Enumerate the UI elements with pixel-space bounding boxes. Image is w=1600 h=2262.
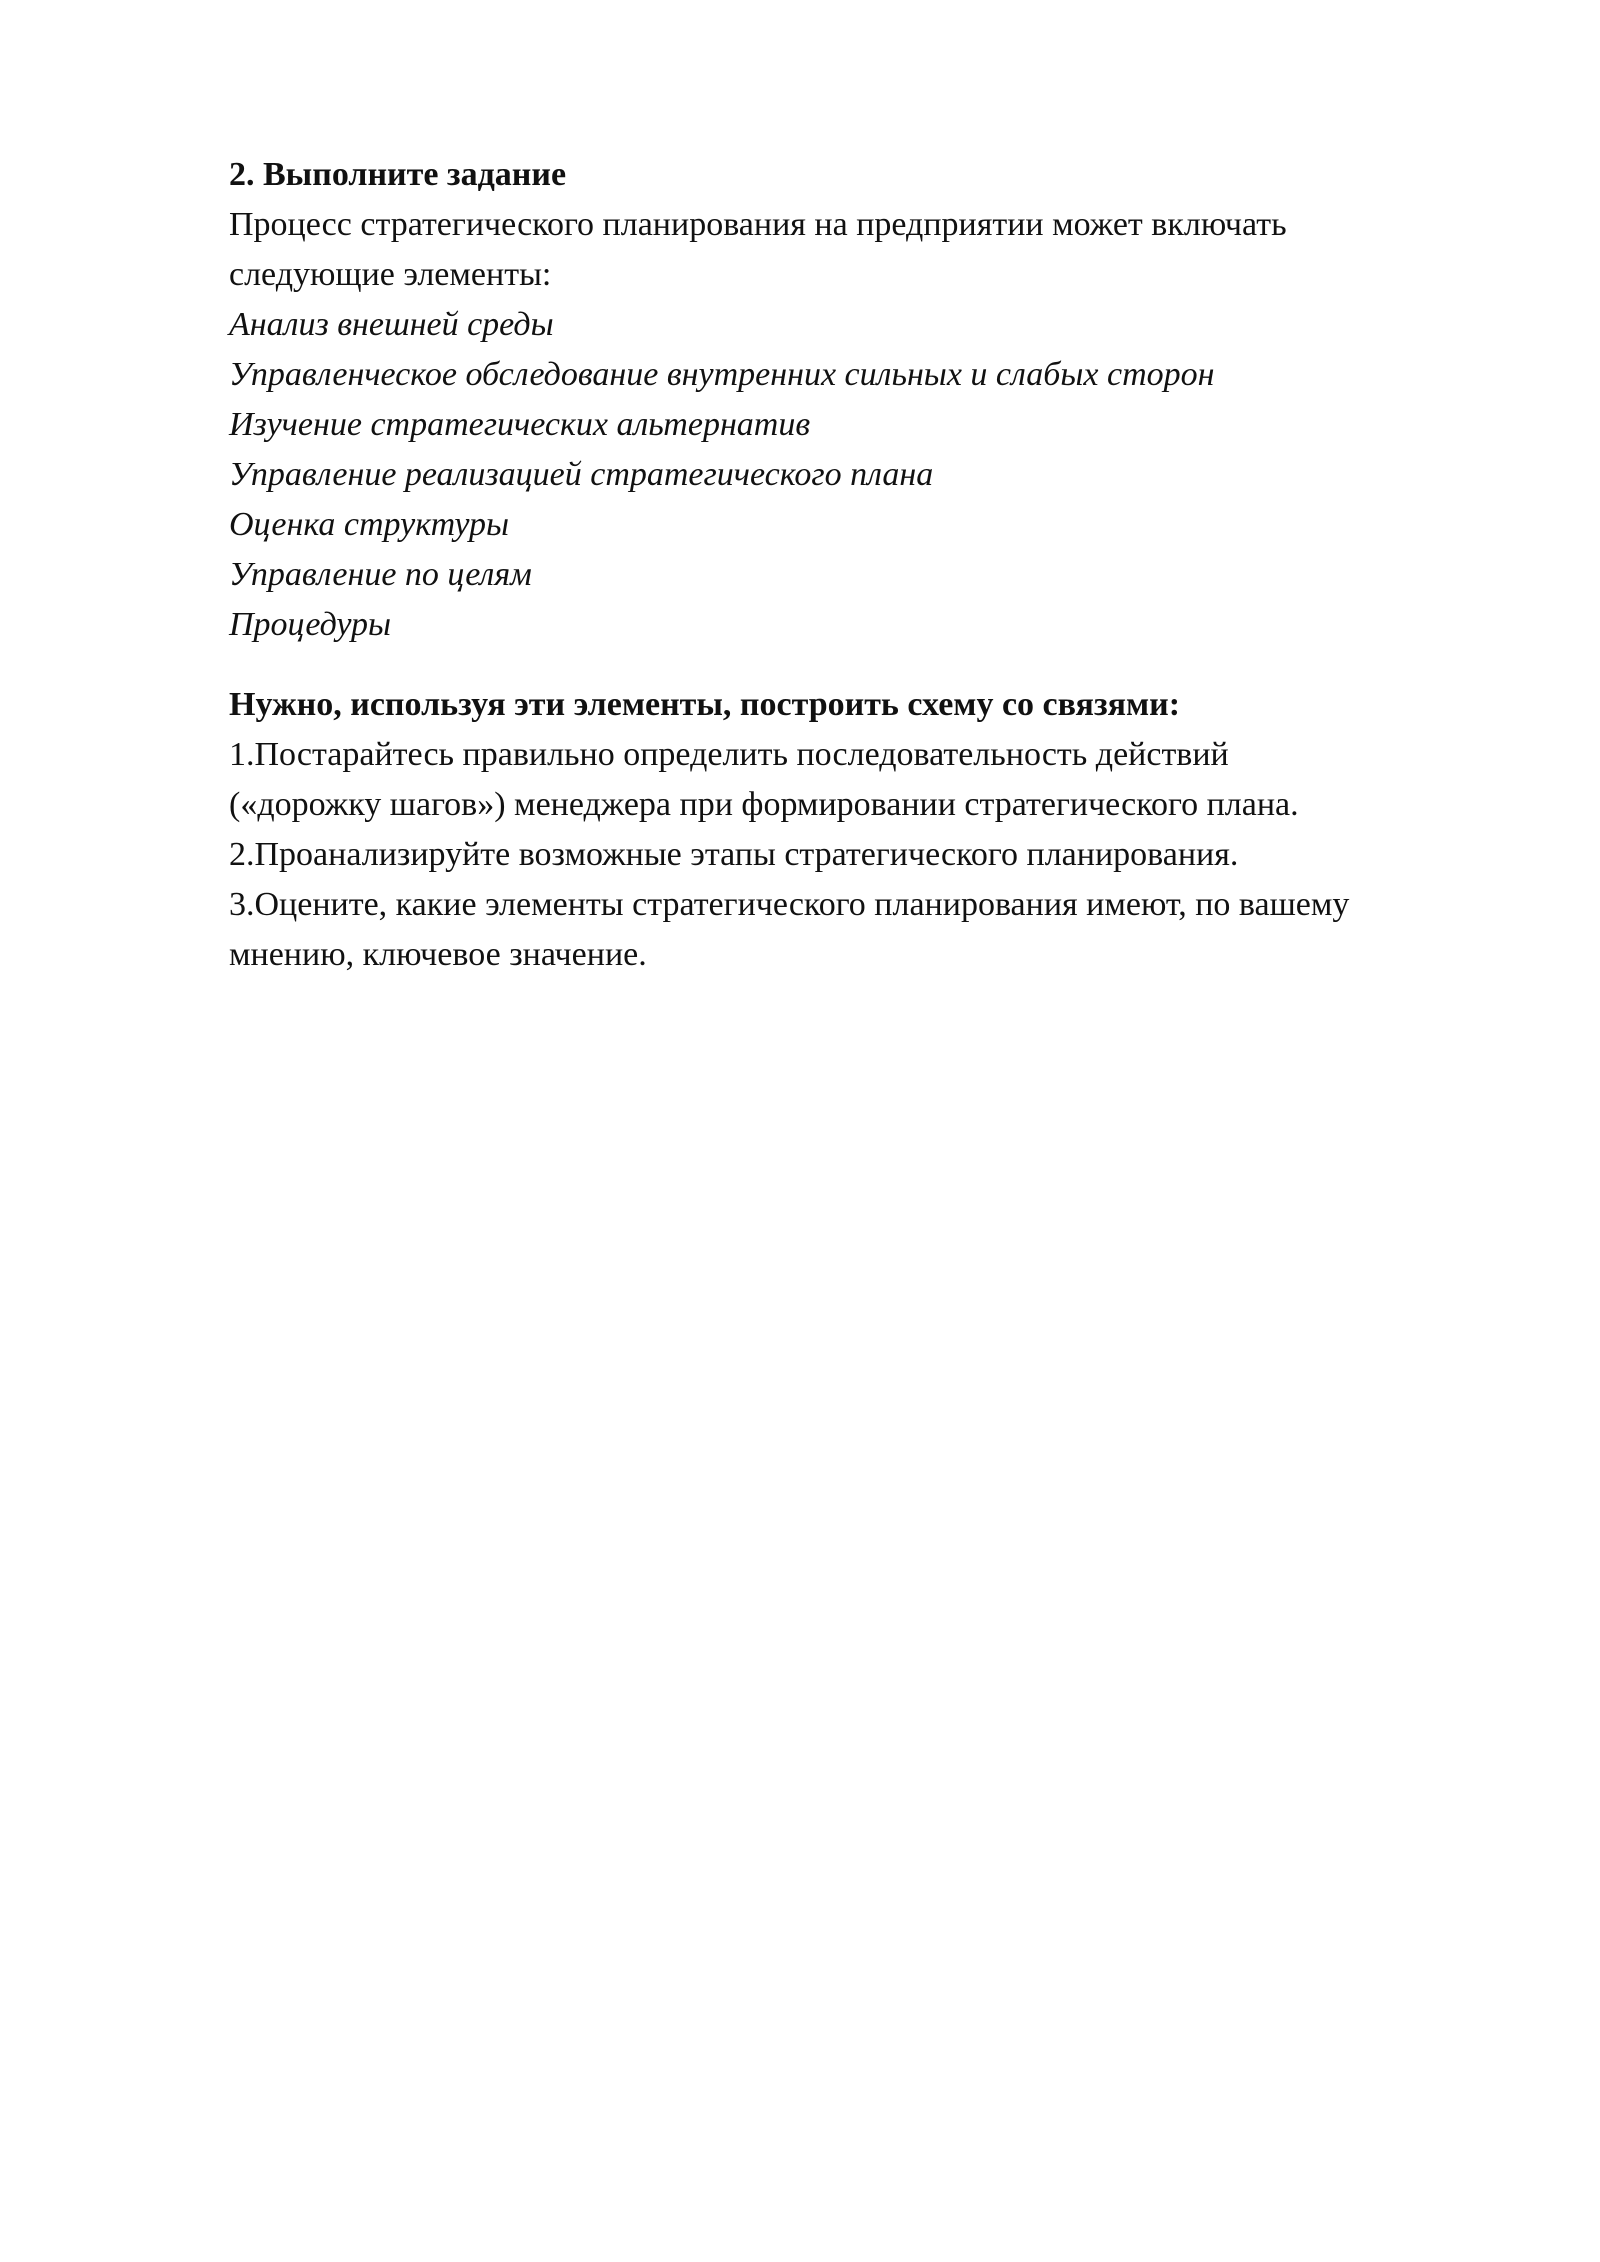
intro-line: следующие элементы: xyxy=(229,256,552,293)
task-heading: Нужно, используя эти элементы, построить схему со связями: xyxy=(229,686,1181,723)
task-line: 1.Постарайтесь правильно определить последовательность действий xyxy=(229,736,1229,773)
element-item: Изучение стратегических альтернатив xyxy=(229,406,811,443)
task-line: 2.Проанализируйте возможные этапы стратегического планирования. xyxy=(229,836,1239,873)
element-item: Управление реализацией стратегического плана xyxy=(229,456,934,493)
intro-line: Процесс стратегического планирования на предприятии может включать xyxy=(229,206,1287,243)
paragraph-spacer xyxy=(229,650,1529,680)
task-line: мнению, ключевое значение. xyxy=(229,936,647,973)
task-line: 3.Оцените, какие элементы стратегического планирования имеют, по вашему xyxy=(229,886,1350,923)
element-item: Процедуры xyxy=(229,606,392,643)
element-item: Управление по целям xyxy=(229,556,532,593)
element-item: Оценка структуры xyxy=(229,506,510,543)
document-body xyxy=(229,150,1529,980)
element-item: Анализ внешней среды xyxy=(229,306,554,343)
section-heading: 2. Выполните задание xyxy=(229,156,567,193)
task-line: («дорожку шагов») менеджера при формировании стратегического плана. xyxy=(229,786,1299,823)
element-item: Управленческое обследование внутренних сильных и слабых сторон xyxy=(229,356,1215,393)
